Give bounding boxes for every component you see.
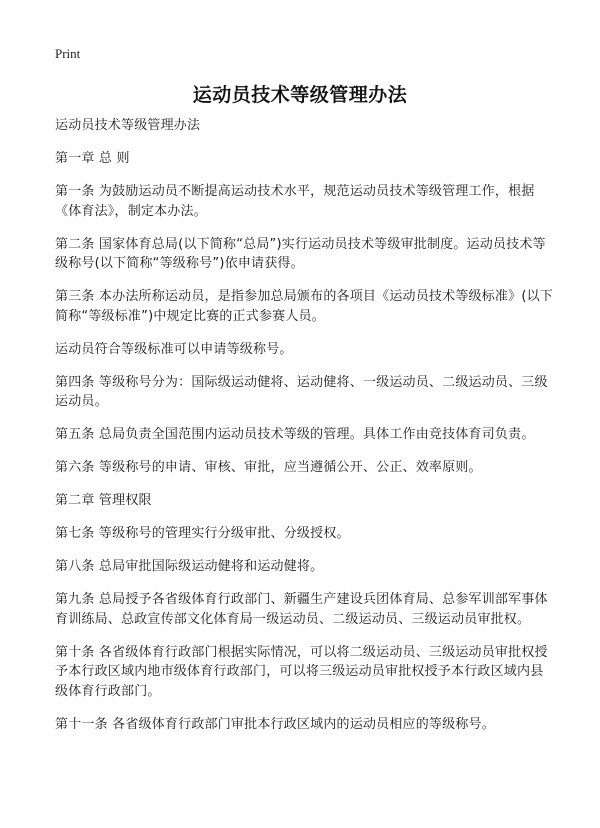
article-6: 第六条 等级称号的申请、审核、审批，应当遵循公开、公正、效率原则。 (55, 460, 482, 475)
article-7: 第七条 等级称号的管理实行分级审批、分级授权。 (55, 526, 350, 541)
article-4: 第四条 等级称号分为：国际级运动健将、运动健将、一级运动员、二级运动员、三级运动员。 (55, 374, 548, 409)
article-1: 第一条 为鼓励运动员不断提高运动技术水平，规范运动员技术等级管理工作，根据《体育法》，制定本办法。 (55, 184, 535, 219)
document-title: 运动员技术等级管理办法 (192, 84, 408, 106)
article-2: 第二条 国家体育总局(以下简称“总局”)实行运动员技术等级审批制度。运动员技术等级称号(以下简称“等级称号”)依申请获得。 (55, 236, 546, 271)
article-3: 第三条 本办法所称运动员，是指参加总局颁布的各项目《运动员技术等级标准》(以下简称“等级标准”)中规定比赛的正式参赛人员。 (55, 289, 554, 324)
article-3-note: 运动员符合等级标准可以申请等级称号。 (55, 341, 293, 357)
article-9: 第九条 总局授予各省级体育行政部门、新疆生产建设兵团体育局、总参军训部军事体育训练局、总政宣传部文化体育局一级运动员、二级运动员、三级运动员审批权。 (55, 592, 548, 627)
article-11: 第十一条 各省级体育行政部门审批本行政区域内的运动员相应的等级称号。 (55, 716, 495, 732)
article-10: 第十条 各省级体育行政部门根据实际情况，可以将二级运动员、三级运动员审批权授予本行政区域内地市级体育行政部门，可以将三级运动员审批权授予本行政区域内县级体育行政部门。 (55, 644, 548, 699)
chapter-2-heading: 第二章 管理权限 (55, 493, 152, 508)
print-link[interactable]: Print (55, 46, 81, 61)
document-body (55, 116, 555, 748)
subtitle-paragraph: 运动员技术等级管理办法 (55, 118, 201, 133)
chapter-1-heading: 第一章 总 则 (55, 151, 130, 166)
article-8: 第八条 总局审批国际级运动健将和运动健将。 (55, 559, 324, 574)
article-5: 第五条 总局负责全国范围内运动员技术等级的管理。具体工作由竞技体育司负责。 (55, 427, 535, 442)
